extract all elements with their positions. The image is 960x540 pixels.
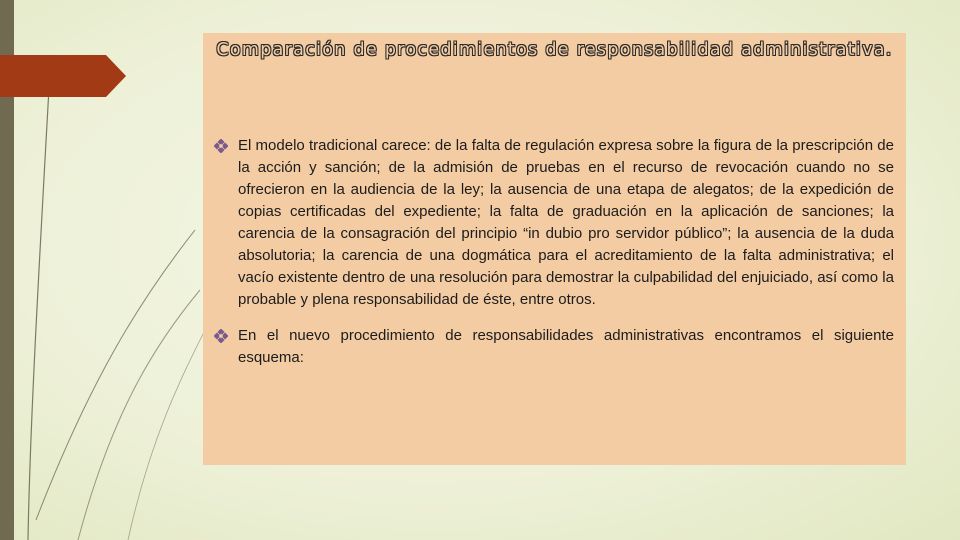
diamond-bullet-icon: [214, 329, 228, 343]
diamond-bullet-icon: [214, 139, 228, 153]
bullet-item: [203, 135, 906, 311]
bullet-item: [203, 325, 906, 369]
slide-title: Comparación de procedimientos de responsabilidad administrativa.: [216, 40, 893, 60]
bullet-list: [203, 135, 906, 369]
bullet-text: El modelo tradicional carece: de la falta de regulación expresa sobre la figura de la prescripción de la acción y sanción; de la admisión de pruebas en el recurso de revocación cuando no se ofrecieron en la audiencia de la ley; la ausencia de una etapa de alegatos; de la expedición de copias certificadas del expediente; la falta de graduación en la aplicación de sanciones; la carencia de la consagración del principio “in dubio pro servidor público”; la ausencia de la duda absolutoria; la carencia de una dogmática para el acreditamiento de la falta administrativa; el vacío existente dentro de una resolución para demostrar la culpabilidad del enjuiciado, así como la probable y plena responsabilidad de éste, entre otros.: [238, 137, 894, 308]
content-panel: [203, 33, 906, 465]
title-accent-arrow: [0, 55, 130, 97]
bullet-text: En el nuevo procedimiento de responsabilidades administrativas encontramos el siguiente esquema:: [238, 327, 894, 366]
